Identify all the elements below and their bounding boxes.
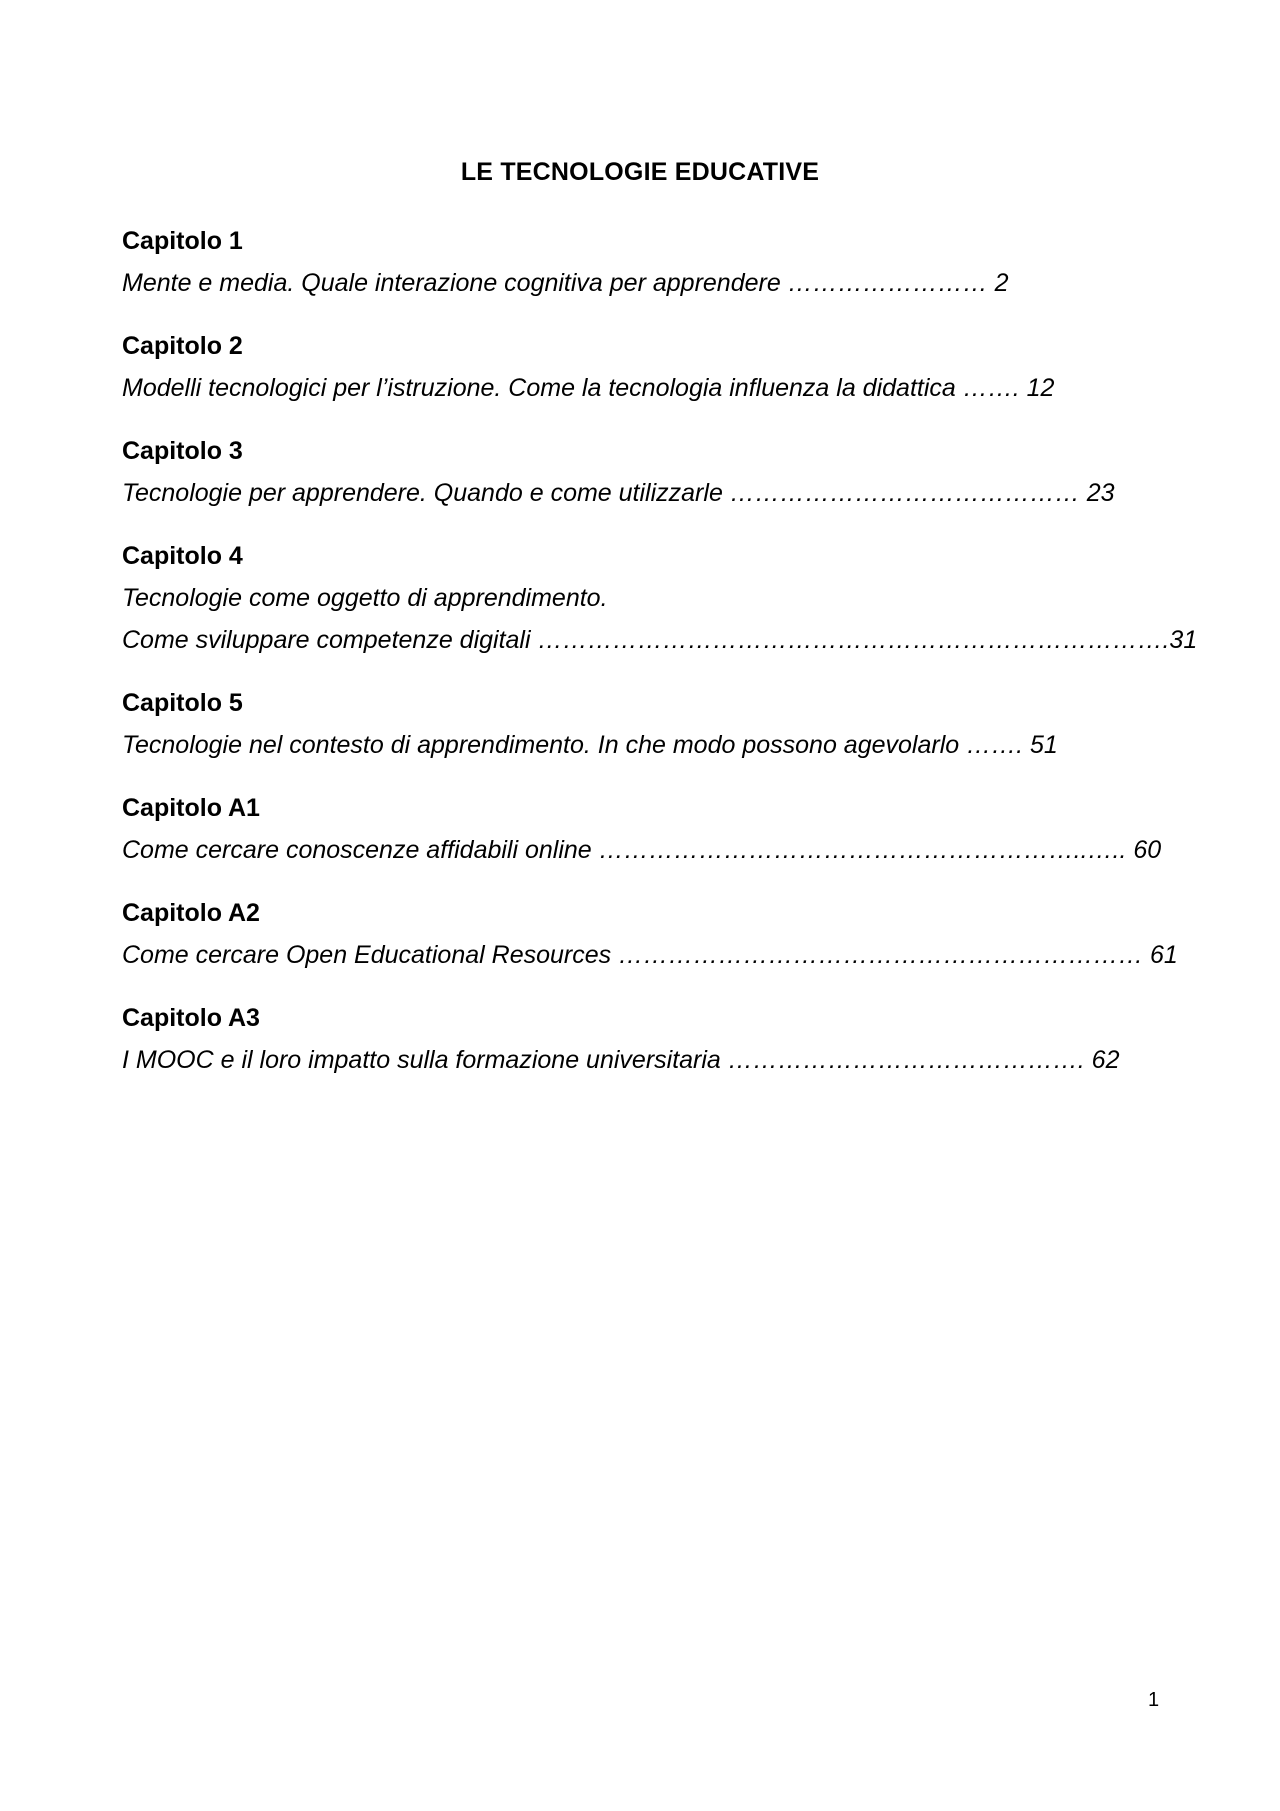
chapter-label: Capitolo A1 xyxy=(122,794,260,822)
toc-entry-capitolo-1 xyxy=(122,220,1172,304)
chapter-label: Capitolo 1 xyxy=(122,227,243,255)
table-of-contents xyxy=(122,220,1198,1102)
toc-entry-capitolo-a2 xyxy=(122,892,1178,976)
chapter-title: Come cercare conoscenze affidabili online …………………………………………………..….. 60 xyxy=(122,836,1162,864)
chapter-label: Capitolo 4 xyxy=(122,542,243,570)
chapter-title: Tecnologie nel contesto di apprendimento. In che modo possono agevolarlo ……. 51 xyxy=(122,731,1058,759)
toc-entry-capitolo-2 xyxy=(122,325,1172,409)
chapter-title: Come cercare Open Educational Resources ……………………………………………………… 61 xyxy=(122,941,1178,969)
toc-entry-capitolo-a1 xyxy=(122,787,1172,871)
chapter-title: Tecnologie come oggetto di apprendimento. xyxy=(122,584,608,612)
chapter-title-continuation: Come sviluppare competenze digitali ………………………………………………………………….31 xyxy=(122,626,1198,654)
chapter-label: Capitolo A3 xyxy=(122,1004,260,1032)
chapter-title: Mente e media. Quale interazione cognitiva per apprendere …………………… 2 xyxy=(122,269,1009,297)
chapter-title: Modelli tecnologici per l’istruzione. Come la tecnologia influenza la didattica ……. 12 xyxy=(122,374,1055,402)
toc-entry-capitolo-4 xyxy=(122,535,1198,661)
chapter-title: Tecnologie per apprendere. Quando e come utilizzarle …………………………………… 23 xyxy=(122,479,1115,507)
chapter-title: I MOOC e il loro impatto sulla formazione universitaria ……………………………………. 62 xyxy=(122,1046,1120,1074)
toc-entry-capitolo-3 xyxy=(122,430,1172,514)
page-number: 1 xyxy=(1148,1689,1160,1711)
toc-entry-capitolo-a3 xyxy=(122,997,1172,1081)
chapter-label: Capitolo 3 xyxy=(122,437,243,465)
chapter-label: Capitolo 2 xyxy=(122,332,243,360)
chapter-label: Capitolo 5 xyxy=(122,689,243,717)
toc-entry-capitolo-5 xyxy=(122,682,1172,766)
chapter-label: Capitolo A2 xyxy=(122,899,260,927)
document-title: LE TECNOLOGIE EDUCATIVE xyxy=(460,158,820,186)
